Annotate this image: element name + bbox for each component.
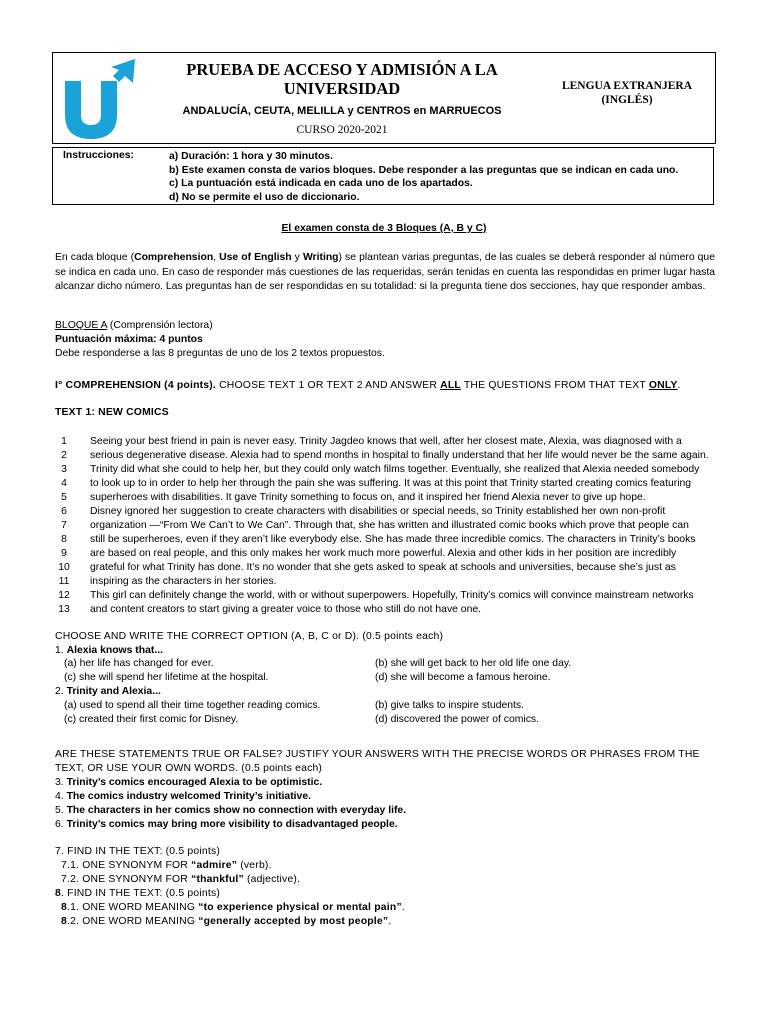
comprehension-instruction [55,380,681,391]
line-number: 1 [61,436,67,447]
line-text: to look up to in order to help her through the pain she was suffering. It was at this point that Trinity started creating comics featuring [90,478,692,489]
question-7: 7. FIND IN THE TEXT: (0.5 points) [55,846,221,857]
line-text: superheroes with disabilities. It gave Trinity something to focus on, and it inspired her friend Alexia never to give up hope. [90,492,646,503]
line-number: 12 [58,590,70,601]
bloque-title: BLOQUE A [55,320,107,331]
question-keyword: “admire” [191,860,238,871]
question-number: 8 [61,916,67,927]
option-2c: (c) created their first comic for Disney. [64,714,239,725]
subject-line2: (INGLÉS) [601,94,653,106]
question-8-2 [61,916,391,927]
line-number: 6 [61,506,67,517]
line-number: 13 [58,604,70,615]
line-number: 9 [61,548,67,559]
question-5 [55,805,406,816]
line-number: 7 [61,520,67,531]
subject-line1: LENGUA EXTRANJERA [561,80,693,92]
instruction-item: b) Este examen consta de varios bloques. Debe responder a las preguntas que se indican en cada uno. [169,164,679,176]
question-number: 8 [61,902,67,913]
line-text: and content creators to start giving a greater voice to those who still do not have one. [90,604,482,615]
option-2a: (a) used to spend all their time together reading comics. [64,700,321,711]
question-text: Trinity’s comics encouraged Alexia to be optimistic. [66,777,323,788]
question-text: .2. ONE WORD MEANING [66,916,199,927]
intro-bold-comprehension: Comprehension [134,252,214,263]
question-keyword: “to experience physical or mental pain” [198,902,402,913]
question-text: (adjective). [243,874,301,885]
comprehension-text: CHOOSE TEXT 1 OR TEXT 2 AND ANSWER [216,380,441,391]
line-number: 5 [61,492,67,503]
line-number: 2 [61,450,67,461]
question-text: . [401,902,405,913]
line-text: This girl can definitely change the world, with or without superpowers. Hopefully, Trinity’s comics will convince mainstream networks [90,590,694,601]
line-text: inspiring as the characters in her stories. [90,576,277,587]
comprehension-only: ONLY [648,380,678,391]
question-6 [55,819,398,830]
line-text: are based on real people, and this only makes her work much more powerful. Alexia and other kids in her position are incredibly [90,548,677,559]
option-1a: (a) her life has changed for ever. [64,658,214,669]
instruction-item: c) La puntuación está indicada en cada uno de los apartados. [169,178,473,190]
question-text: . [388,916,392,927]
intro-bold-writing: Writing [302,252,339,263]
line-text: Disney ignored her suggestion to create characters with disabilities or special needs, so Trinity established her own non-profit [90,506,666,517]
option-1b: (b) she will get back to her old life one day. [375,658,572,669]
comprehension-all: ALL [440,380,461,391]
line-text: Seeing your best friend in pain is never easy. Trinity Jagdeo knows that well, after her closest mate, Alexia, was diagnosed with a [90,436,682,447]
option-2b: (b) give talks to inspire students. [375,700,525,711]
question-2 [55,686,161,697]
bloque-note: Debe responderse a las 8 preguntas de uno de los 2 textos propuestos. [55,348,385,359]
question-text: The characters in her comics show no connection with everyday life. [66,805,407,816]
exam-header [52,52,716,144]
exam-course: CURSO 2020-2021 [296,124,388,136]
exam-structure-heading: El examen consta de 3 Bloques (A, B y C) [281,223,487,234]
text-line [55,604,715,620]
line-number: 8 [61,534,67,545]
question-number: 1. [55,645,67,656]
university-u-logo-icon [61,59,137,139]
instructions-list [169,150,678,204]
line-number: 11 [58,576,70,587]
intro-text: y [291,252,303,263]
line-number: 10 [58,562,70,573]
question-7-2 [61,874,300,885]
tf-instruction-line2: TEXT, OR USE YOUR OWN WORDS. (0.5 points each) [55,763,323,774]
exam-title-line2: UNIVERSIDAD [283,79,401,98]
question-text: (verb). [237,860,272,871]
comprehension-text: THE QUESTIONS FROM THAT TEXT [460,380,649,391]
comprehension-text: . [677,380,681,391]
question-number: 2. [55,686,67,697]
option-2d: (d) discovered the power of comics. [375,714,540,725]
line-text: serious degenerative disease. Alexia had to spend months in hospital to finally understand that her life would never be the same again. [90,450,709,461]
question-8-1 [61,902,405,913]
line-text: still be superheroes, even if they aren’t like everybody else. She has made three incredible comics. The characters in Trinity’s books [90,534,696,545]
intro-text: ) se plantean varias preguntas, de las cuales se deberá responder al número que se indica en cada uno. En caso de responder más cuestiones de las requeridas, serán tenidas en cuenta las respondidas en primer lugar hasta alcanzar dicho número. Las preguntas han de ser respondidas en su totalidad: si la pregunta tiene dos secciones, hay que responder ambas. [55,252,715,293]
question-1 [55,645,163,656]
option-1d: (d) she will become a famous heroine. [375,672,551,683]
bloque-a-title [55,320,213,331]
text1-title: TEXT 1: NEW COMICS [55,407,169,418]
question-number: 5. [55,805,67,816]
instruction-item: d) No se permite el uso de diccionario. [169,191,360,203]
question-keyword: “generally accepted by most people” [198,916,389,927]
instructions-box [52,147,714,205]
exam-title-line1: PRUEBA DE ACCESO Y ADMISIÓN A LA [186,60,498,79]
question-text: . FIND IN THE TEXT: (0.5 points) [60,888,221,899]
question-number: 6. [55,819,67,830]
question-text: Trinity and Alexia... [66,686,161,697]
question-3 [55,777,322,788]
instruction-item: a) Duración: 1 hora y 30 minutos. [169,151,333,162]
line-number: 3 [61,464,67,475]
bloque-score: Puntuación máxima: 4 puntos [55,334,203,345]
instructions-label: Instrucciones: [63,150,135,161]
comprehension-lead: I° COMPREHENSION (4 points). [55,380,217,391]
question-text: 7.2. ONE SYNONYM FOR [61,874,192,885]
question-text: 7.1. ONE SYNONYM FOR [61,860,192,871]
question-text: .1. ONE WORD MEANING [66,902,199,913]
mcq-instruction: CHOOSE AND WRITE THE CORRECT OPTION (A, B, C or D). (0.5 points each) [55,631,444,642]
question-number: 8 [55,888,61,899]
question-text: Trinity’s comics may bring more visibility to disadvantaged people. [66,819,398,830]
exam-subject [541,79,713,107]
line-number: 4 [61,478,67,489]
bloque-subtitle: (Comprensión lectora) [106,320,213,331]
question-text: The comics industry welcomed Trinity’s initiative. [66,791,312,802]
intro-bold-use-of-english: Use of English [219,252,292,263]
line-text: grateful for what Trinity has done. It’s no wonder that she gets asked to speak at schools and universities, because she’s just as [90,562,676,573]
question-number: 3. [55,777,67,788]
option-1c: (c) she will spend her lifetime at the hospital. [64,672,269,683]
question-4 [55,791,311,802]
intro-text: , [213,252,220,263]
question-number: 4. [55,791,67,802]
line-text: organization —“From We Can’t to We Can”. Through that, she has written and illustrated comic books which prove that people can [90,520,689,531]
question-8 [55,888,220,899]
intro-text: En cada bloque ( [55,252,135,263]
exam-region: ANDALUCÍA, CEUTA, MELILLA y CENTROS en MARRUECOS [182,105,502,117]
question-text: Alexia knows that... [66,645,163,656]
tf-instruction-line1: ARE THESE STATEMENTS TRUE OR FALSE? JUSTIFY YOUR ANSWERS WITH THE PRECISE WORDS OR PHRASES FROM THE [55,749,700,760]
exam-title [157,60,527,98]
line-text: Trinity did what she could to help her, but they could only watch films together. Eventually, she realized that Alexia needed somebody [90,464,700,475]
question-keyword: “thankful” [191,874,244,885]
intro-paragraph [55,251,715,295]
question-7-1 [61,860,272,871]
